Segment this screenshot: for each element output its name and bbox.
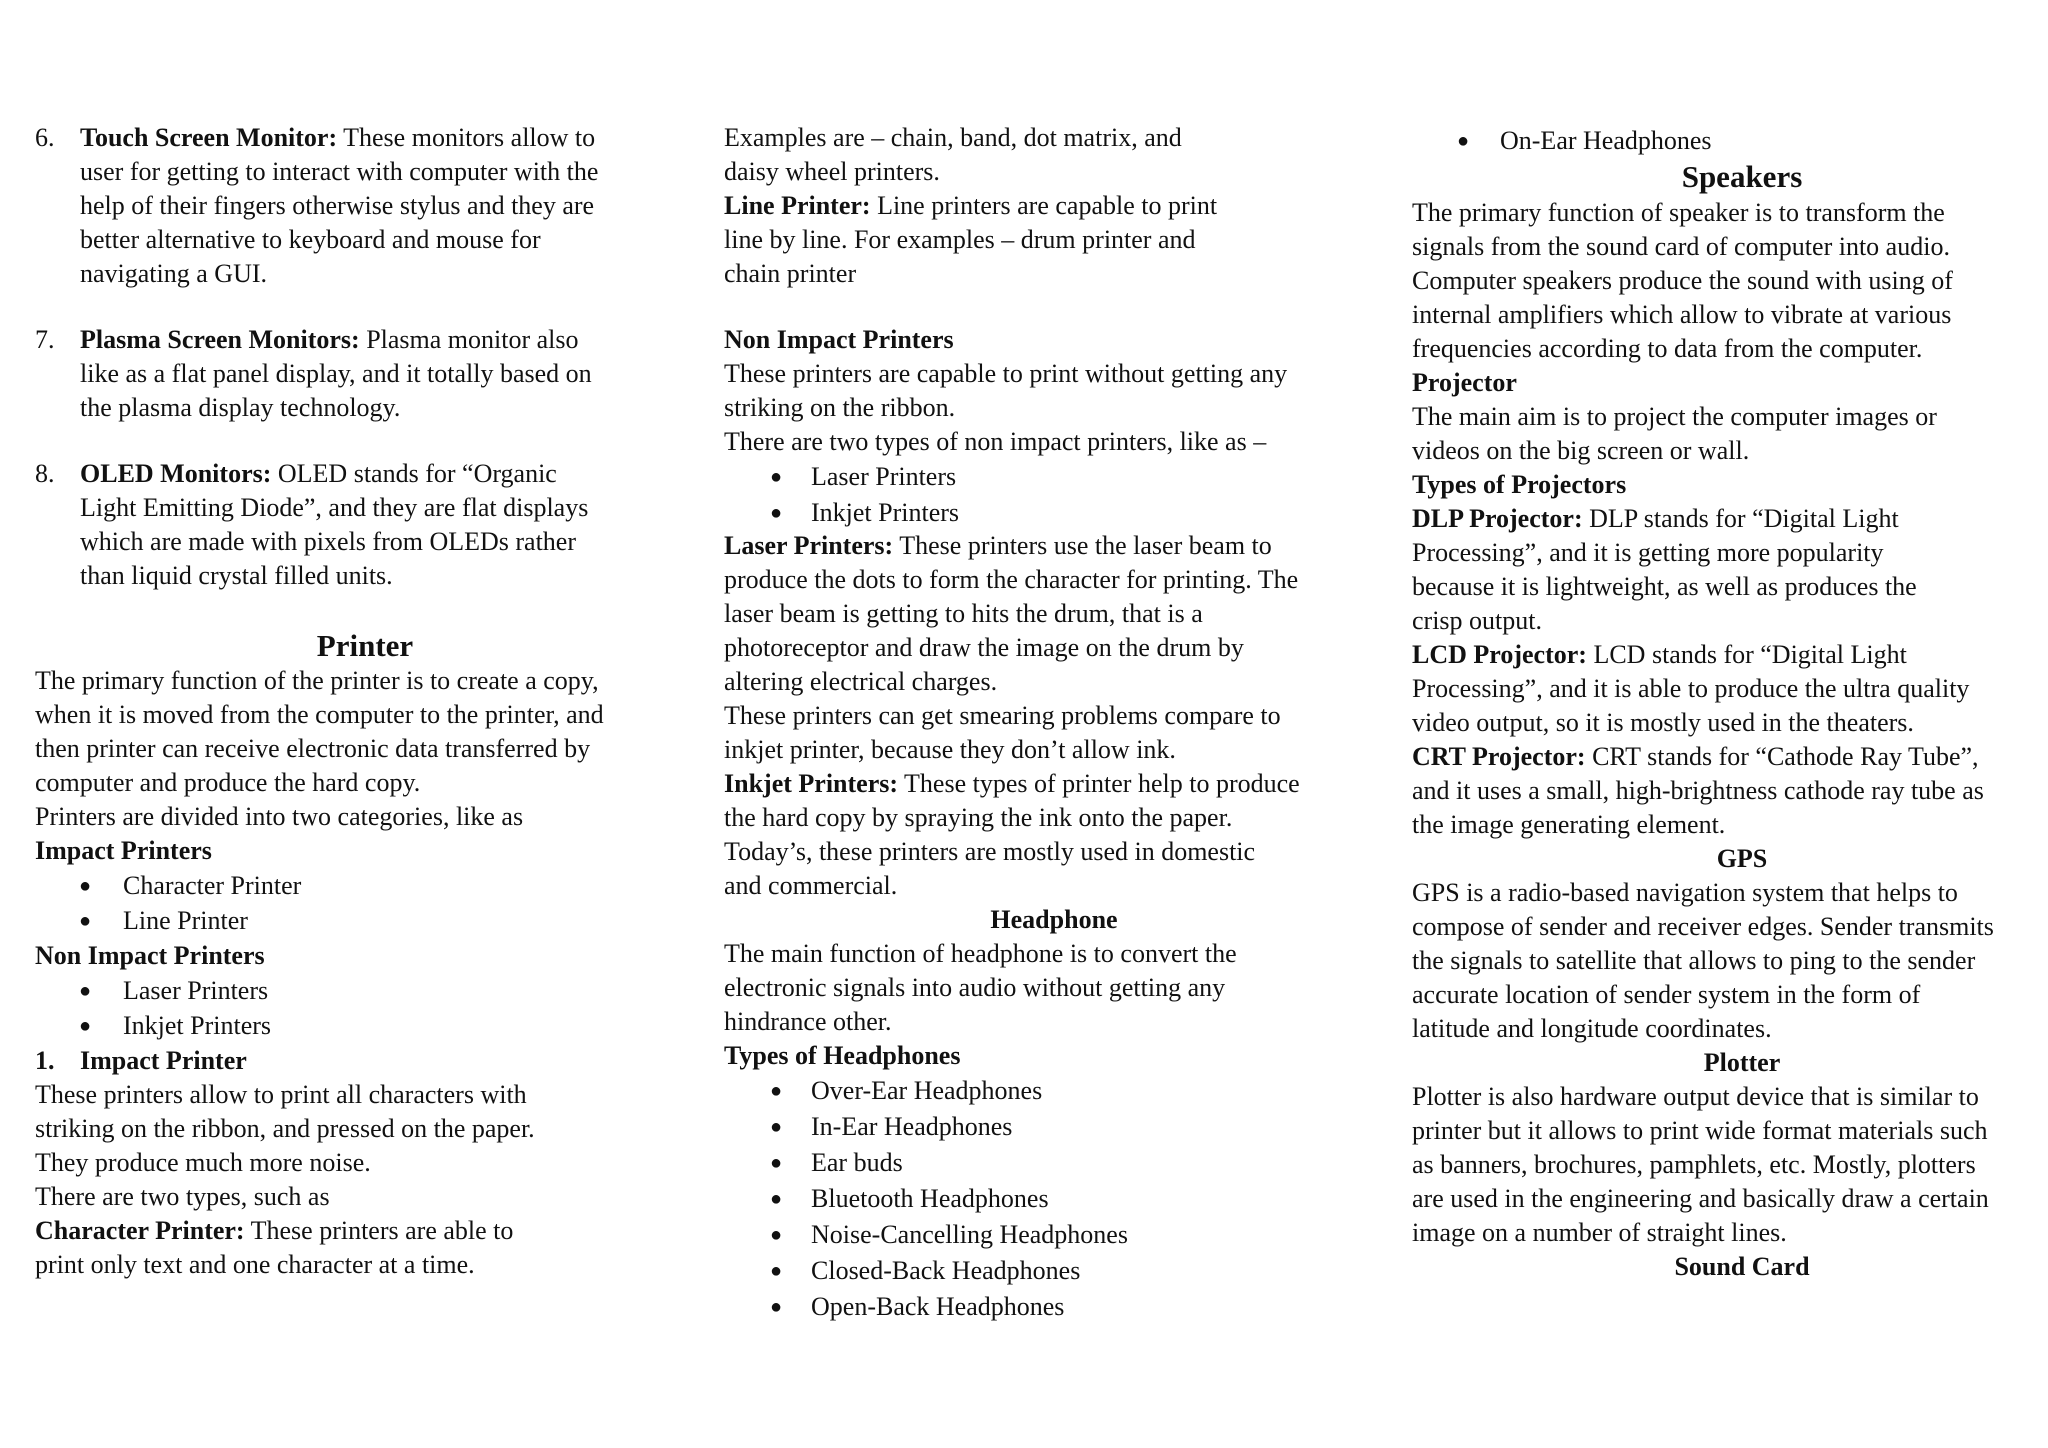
impact-text: These printers allow to print all characters with bbox=[35, 1080, 527, 1109]
non-impact-text: There are two types of non impact printers, like as – bbox=[724, 427, 1267, 456]
projector-heading: Projector bbox=[1412, 368, 1517, 397]
examples-text: daisy wheel printers. bbox=[724, 157, 940, 186]
bullet-icon: ● bbox=[770, 1188, 783, 1210]
bullet-icon: ● bbox=[770, 1152, 783, 1174]
crt-projector-line: CRT Projector: CRT stands for “Cathode Ray Tube”, bbox=[1412, 742, 1979, 771]
headphone-text: The main function of headphone is to convert the bbox=[724, 939, 1237, 968]
gps-text: latitude and longitude coordinates. bbox=[1412, 1014, 1772, 1043]
inkjet-text: and commercial. bbox=[724, 871, 898, 900]
gps-text: the signals to satellite that allows to ping to the sender bbox=[1412, 946, 1976, 975]
lcd-projector-line: LCD Projector: LCD stands for “Digital Light bbox=[1412, 640, 1907, 669]
non-impact-heading: Non Impact Printers bbox=[724, 325, 954, 354]
examples-text: Examples are – chain, band, dot matrix, and bbox=[724, 123, 1182, 152]
bullet-icon: ● bbox=[79, 980, 92, 1002]
item-6-number: 6. bbox=[35, 123, 55, 152]
dlp-text: crisp output. bbox=[1412, 606, 1542, 635]
impact-text: They produce much more noise. bbox=[35, 1148, 371, 1177]
item-8-text: Light Emitting Diode”, and they are flat displays bbox=[80, 493, 589, 522]
bullet-icon: ● bbox=[1457, 130, 1470, 152]
speakers-text: The primary function of speaker is to transform the bbox=[1412, 198, 1945, 227]
printer-heading: Printer bbox=[316, 628, 414, 663]
item-6-text: help of their fingers otherwise stylus and they are bbox=[80, 191, 595, 220]
impact-text: striking on the ribbon, and pressed on the paper. bbox=[35, 1114, 535, 1143]
laser-text: inkjet printer, because they don’t allow ink. bbox=[724, 735, 1176, 764]
lcd-text: video output, so it is mostly used in the theaters. bbox=[1412, 708, 1914, 737]
inkjet-text: the hard copy by spraying the ink onto the paper. bbox=[724, 803, 1233, 832]
printer-text: then printer can receive electronic data transferred by bbox=[35, 734, 591, 763]
sound-card-heading: Sound Card bbox=[1674, 1252, 1810, 1281]
bullet-icon: ● bbox=[79, 1015, 92, 1037]
printer-text: computer and produce the hard copy. bbox=[35, 768, 421, 797]
types-of-headphones-heading: Types of Headphones bbox=[724, 1041, 961, 1070]
non-impact-text: These printers are capable to print without getting any bbox=[724, 359, 1288, 388]
speakers-heading: Speakers bbox=[1681, 159, 1803, 194]
speakers-text: internal amplifiers which allow to vibrate at various bbox=[1412, 300, 1952, 329]
impact-text: There are two types, such as bbox=[35, 1182, 330, 1211]
bullet-icon: ● bbox=[79, 875, 92, 897]
laser-text: produce the dots to form the character for printing. The bbox=[724, 565, 1299, 594]
plotter-text: image on a number of straight lines. bbox=[1412, 1218, 1787, 1247]
line-printer-line: Line Printer: Line printers are capable to print bbox=[724, 191, 1218, 220]
laser-text: altering electrical charges. bbox=[724, 667, 998, 696]
gps-heading: GPS bbox=[1716, 844, 1768, 873]
headphone-text: electronic signals into audio without getting any bbox=[724, 973, 1226, 1002]
bullet-icon: ● bbox=[770, 1296, 783, 1318]
projector-text: videos on the big screen or wall. bbox=[1412, 436, 1750, 465]
item-7-text: the plasma display technology. bbox=[80, 393, 401, 422]
crt-text: and it uses a small, high-brightness cathode ray tube as bbox=[1412, 776, 1984, 805]
plotter-text: Plotter is also hardware output device that is similar to bbox=[1412, 1082, 1979, 1111]
bullet-icon: ● bbox=[79, 910, 92, 932]
item-6-title: Touch Screen Monitor: bbox=[80, 123, 338, 152]
laser-text: photoreceptor and draw the image on the drum by bbox=[724, 633, 1244, 662]
character-printer-line: Character Printer: These printers are able to bbox=[35, 1216, 514, 1245]
item-8-title: OLED Monitors: bbox=[80, 459, 272, 488]
item-7-title: Plasma Screen Monitors: bbox=[80, 325, 360, 354]
crt-text: the image generating element. bbox=[1412, 810, 1726, 839]
gps-text: GPS is a radio-based navigation system that helps to bbox=[1412, 878, 1958, 907]
item-8-number: 8. bbox=[35, 459, 55, 488]
laser-text: These printers can get smearing problems compare to bbox=[724, 701, 1281, 730]
laser-printers-line: Laser Printers: These printers use the laser beam to bbox=[724, 531, 1272, 560]
laser-text: laser beam is getting to hits the drum, that is a bbox=[724, 599, 1203, 628]
item-7-text: like as a flat panel display, and it totally based on bbox=[80, 359, 592, 388]
plotter-text: are used in the engineering and basically draw a certain bbox=[1412, 1184, 1989, 1213]
bullet-icon: ● bbox=[770, 502, 783, 524]
types-of-projectors-heading: Types of Projectors bbox=[1412, 470, 1627, 499]
item-6-text: navigating a GUI. bbox=[80, 259, 268, 288]
bullet-icon: ● bbox=[770, 466, 783, 488]
item-6-text: user for getting to interact with computer with the bbox=[80, 157, 599, 186]
bullet-icon: ● bbox=[770, 1260, 783, 1282]
non-impact-printers-heading: Non Impact Printers bbox=[35, 941, 265, 970]
printer-text: The primary function of the printer is to create a copy, bbox=[35, 666, 599, 695]
plotter-text: printer but it allows to print wide format materials such bbox=[1412, 1116, 1988, 1145]
printer-text: Printers are divided into two categories, like as bbox=[35, 802, 524, 831]
line-printer-text: line by line. For examples – drum printer and bbox=[724, 225, 1196, 254]
item-6-text: better alternative to keyboard and mouse for bbox=[80, 225, 541, 254]
impact-printers-heading: Impact Printers bbox=[35, 836, 212, 865]
headphone-text: hindrance other. bbox=[724, 1007, 892, 1036]
bullet-icon: ● bbox=[770, 1080, 783, 1102]
speakers-text: signals from the sound card of computer into audio. bbox=[1412, 232, 1950, 261]
gps-text: accurate location of sender system in the form of bbox=[1412, 980, 1921, 1009]
line-printer-text: chain printer bbox=[724, 259, 857, 288]
plotter-text: as banners, brochures, pamphlets, etc. Mostly, plotters bbox=[1412, 1150, 1976, 1179]
speakers-text: frequencies according to data from the computer. bbox=[1412, 334, 1923, 363]
bullet-icon: ● bbox=[770, 1116, 783, 1138]
bullet-icon: ● bbox=[770, 1224, 783, 1246]
non-impact-text: striking on the ribbon. bbox=[724, 393, 956, 422]
projector-text: The main aim is to project the computer images or bbox=[1412, 402, 1937, 431]
inkjet-printers-line: Inkjet Printers: These types of printer help to produce bbox=[724, 769, 1300, 798]
plotter-heading: Plotter bbox=[1703, 1048, 1781, 1077]
item-7-number: 7. bbox=[35, 325, 55, 354]
character-printer-text: print only text and one character at a time. bbox=[35, 1250, 475, 1279]
headphone-heading: Headphone bbox=[990, 905, 1118, 934]
dlp-text: Processing”, and it is getting more popularity bbox=[1412, 538, 1884, 567]
item-8-text: which are made with pixels from OLEDs rather bbox=[80, 527, 577, 556]
printer-text: when it is moved from the computer to the printer, and bbox=[35, 700, 604, 729]
dlp-text: because it is lightweight, as well as produces the bbox=[1412, 572, 1917, 601]
speakers-text: Computer speakers produce the sound with using of bbox=[1412, 266, 1953, 295]
gps-text: compose of sender and receiver edges. Sender transmits bbox=[1412, 912, 1994, 941]
lcd-text: Processing”, and it is able to produce the ultra quality bbox=[1412, 674, 1970, 703]
inkjet-text: Today’s, these printers are mostly used in domestic bbox=[724, 837, 1256, 866]
item-8-text: than liquid crystal filled units. bbox=[80, 561, 393, 590]
dlp-projector-line: DLP Projector: DLP stands for “Digital Light bbox=[1412, 504, 1899, 533]
